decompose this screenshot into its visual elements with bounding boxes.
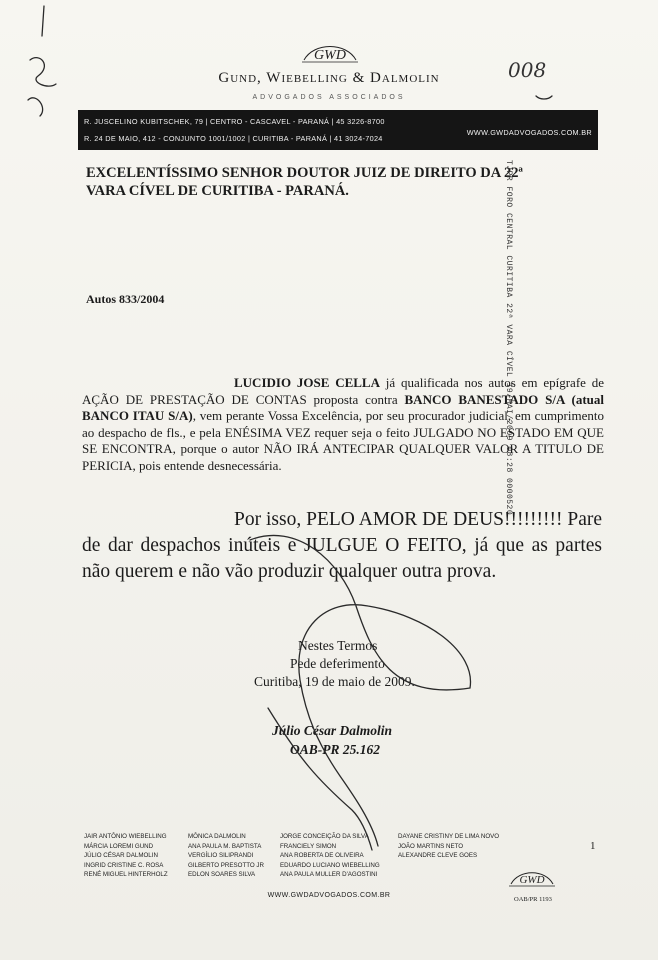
logo-monogram: GWD [314,48,346,63]
address-line-cascavel: R. JUSCELINO KUBITSCHEK, 79 | CENTRO - CASCAVEL - PARANÁ | 45 3226-8700 [84,117,385,126]
firm-subtitle: ADVOGADOS ASSOCIADOS [252,94,406,101]
defendant-name: BANCO BANESTADO S/A (atual BANCO ITAU S/A) [82,391,604,423]
plea-paragraph [82,507,602,585]
closing-line-1: Nestes Termos [298,638,378,653]
footer-lawyer: MÁRCIA LOREMI GUND [84,842,154,850]
body-text-2: , vem perante Vossa Excelência, por seu procurador judicial, em cumprimento ao despacho de fls., e pela ENÉSIMA VEZ requer seja o feito JULGADO NO ESTADO EM QUE SE ENCONTRA, porque o autor NÃO IRÁ ANTECIPAR QUALQUER VALOR A TITULO DE PERICIA, pois entende desnecessária. [82,408,604,473]
footer-lawyer: JORGE CONCEIÇÃO DA SILVA [280,833,369,840]
protocol-stamp: TJPR FORO CENTRAL CURITIBA 22ª VARA CÍVEL 19/MAI/2009 08:28 0000520 [504,160,513,516]
footer-column-3 [280,832,380,880]
party-name: LUCIDIO JOSE CELLA [234,375,380,390]
footer-column-4 [398,832,499,861]
footer-lawyer: JÚLIO CÉSAR DALMOLIN [84,852,158,860]
footer-lawyer: GILBERTO PRESOTTO JR [188,861,264,869]
address-band [78,110,598,150]
footer-lawyer: ALEXANDRE CLEVE GOES [398,852,478,860]
footer-logo [508,866,556,892]
addressee-heading: EXCELENTÍSSIMO SENHOR DOUTOR JUIZ DE DIREITO DA 22ª VARA CÍVEL DE CURITIBA - PARANÁ. [86,165,523,199]
footer-lawyer: JOÃO MARTINS NETO [398,842,464,850]
footer-lawyer: FRANCIELY SIMON [280,842,337,850]
case-number: Autos 833/2004 [86,292,165,306]
footer-lawyer: ANA PAULA M. BAPTISTA [188,842,262,850]
footer-lawyer: VERGÍLIO SILIPRANDI [188,852,254,860]
footer-lawyer: ANA PAULA MULLER D'AGOSTINI [280,871,378,879]
page-number: 1 [590,840,596,852]
footer-lawyer: EDUARDO LUCIANO WIEBELLING [280,861,380,869]
footer-website: WWW.GWDADVOGADOS.COM.BR [267,892,391,899]
footer-logo-monogram: GWD [519,874,545,886]
footer-lawyer: DAYANE CRISTINY DE LIMA NOVO [398,833,500,840]
signatory-oab: OAB-PR 25.162 [290,742,381,757]
footer-lawyer: RENÉ MIGUEL HINTERHOLZ [84,871,168,879]
footer-lawyer: INGRID CRISTINE C. ROSA [84,861,164,869]
footer-column-1 [84,832,168,880]
footer-lawyer: JAIR ANTÔNIO WIEBELLING [84,833,167,840]
body-text-1: já qualificada nos autos em epígrafe de AÇÃO DE PRESTAÇÃO DE CONTAS proposta contra [82,375,604,407]
footer-lawyer: ANA ROBERTA DE OLIVEIRA [280,852,364,860]
closing-block [240,637,440,691]
footer-oab-registration: OAB/PR 1193 [514,896,552,903]
handwritten-page-number: 008 [508,58,547,82]
footer-column-2 [188,832,264,880]
plea-text: Por isso, PELO AMOR DE DEUS!!!!!!!!! Pare de dar despachos inúteis e JULGUE O FEITO, já que as partes não querem e não vão produzir qualquer outra prova. [82,509,602,582]
signatory [272,721,392,759]
signatory-name: Júlio César Dalmolin [272,723,393,738]
footer-lawyer: EDLON SOARES SILVA [188,871,256,879]
footer-lawyer: MÔNICA DALMOLIN [188,833,246,840]
address-line-curitiba: R. 24 DE MAIO, 412 - CONJUNTO 1001/1002 | CURITIBA - PARANÁ | 41 3024-7024 [84,134,383,143]
closing-line-2: Pede deferimento [290,656,385,671]
firm-logo [300,38,360,70]
closing-date: Curitiba, 19 de maio de 2009. [254,674,415,689]
firm-name: Gund, Wiebelling & Dalmolin [218,70,440,86]
petition-body [82,375,604,474]
letterhead-website: WWW.GWDADVOGADOS.COM.BR [466,128,592,137]
